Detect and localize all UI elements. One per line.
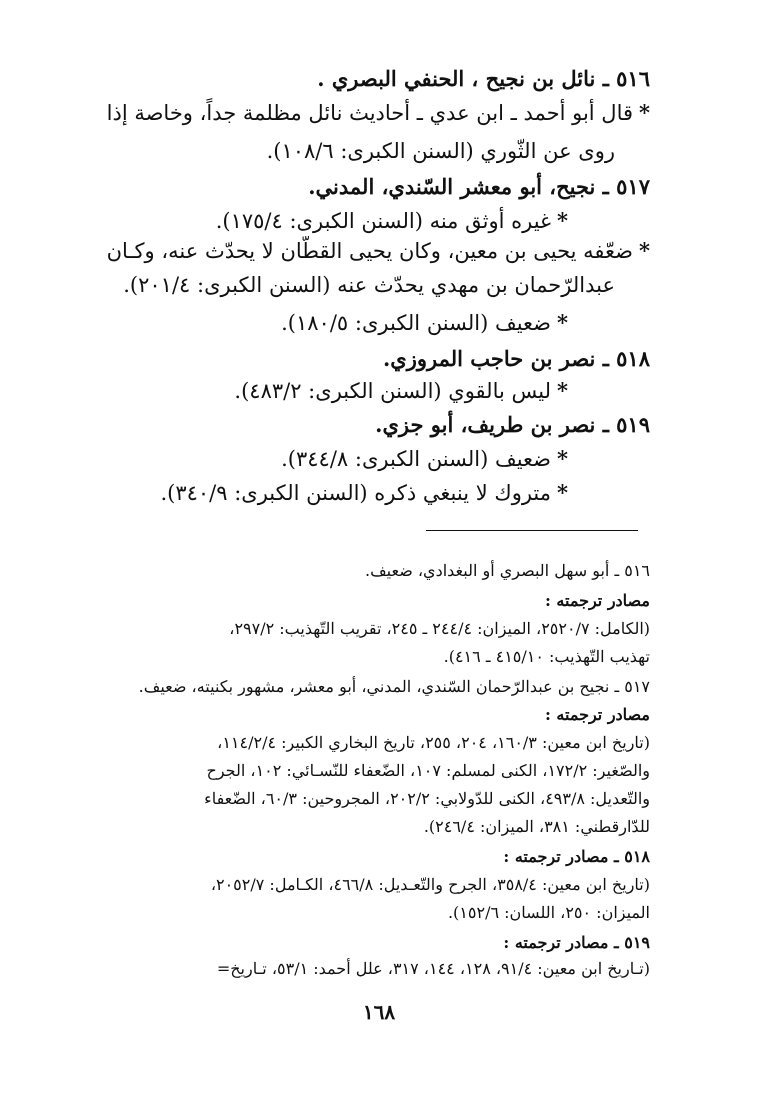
text-line: *ليس بالقوي (السنن الكبرى: ٤٨٣/٢). [234, 378, 568, 403]
bullet-star-icon: * [557, 310, 568, 335]
entry-heading-519: ٥١٩ ـ نصر بن طريف، أبو جزي. [375, 412, 650, 437]
footnote-heading-519: ٥١٩ ـ مصادر ترجمته : [503, 933, 650, 952]
footnote-divider [426, 530, 638, 531]
footnote-line: (تاريخ ابن معين: ٣٥٨/٤، الجرح والتّعـديل: ٤٦٦/٨، الكـامل: ٢٠٥٢/٧، [210, 875, 650, 894]
text-line: *ضعّفه يحيى بن معين، وكان يحيى القطّان لا يحدّث عنه، وكـان [106, 238, 650, 263]
footnote-line: (الكامل: ٢٥٢٠/٧، الميزان: ٢٤٤/٤ ـ ٢٤٥، تقريب التّهذيب: ٢٩٧/٢، [229, 619, 650, 638]
text-line: *متروك لا ينبغي ذكره (السنن الكبرى: ٣٤٠/٩). [160, 480, 568, 505]
footnote-line: والصّغير: ١٧٢/٢، الكنى لمسلم: ١٠٧، الضّعفاء للنّسـائي: ١٠٢، الجرح [206, 761, 650, 780]
text-line: *ضعيف (السنن الكبرى: ٣٤٤/٨). [281, 446, 568, 471]
bullet-star-icon: * [639, 100, 650, 125]
text-line: *غيره أوثق منه (السنن الكبرى: ١٧٥/٤). [215, 208, 568, 233]
footnote-sources-label: مصادر ترجمته : [544, 705, 650, 724]
entry-heading-517: ٥١٧ ـ نجيح، أبو معشر السّندي، المدني. [308, 174, 650, 199]
text-line: *قال أبو أحمد ـ ابن عدي ـ أحاديث نائل مظلمة جداً، وخاصة إذا [106, 100, 650, 125]
footnote-heading-516: ٥١٦ ـ أبو سهل البصري أو البغدادي، ضعيف. [365, 561, 650, 580]
footnote-line: (تاريخ ابن معين: ١٦٠/٣، ٢٠٤، ٢٥٥، تاريخ البخاري الكبير: ١١٤/٢/٤، [217, 733, 650, 752]
footnote-heading-517: ٥١٧ ـ نجيح بن عبدالرّحمان السّندي، المدني، أبو معشر، مشهور بكنيته، ضعيف. [138, 677, 650, 696]
bullet-star-icon: * [557, 480, 568, 505]
entry-heading-516: ٥١٦ ـ نائل بن نجيح ، الحنفي البصري . [317, 66, 650, 91]
bullet-star-icon: * [639, 238, 650, 263]
page-number: ١٦٨ [362, 1000, 396, 1024]
footnote-line: تهذيب التّهذيب: ٤١٥/١٠ ـ ٤١٦). [443, 647, 650, 666]
footnote-line: للدّارقطني: ٣٨١، الميزان: ٢٤٦/٤). [423, 817, 650, 836]
text-line: روى عن الثّوري (السنن الكبرى: ١٠٨/٦). [266, 139, 615, 163]
bullet-star-icon: * [557, 378, 568, 403]
footnote-line: (تـاريخ ابن معين: ٩١/٤، ١٢٨، ١٤٤، ٣١٧، علل أحمد: ٥٣/١، تـاريخ= [216, 959, 650, 978]
text-line: *ضعيف (السنن الكبرى: ١٨٠/٥). [281, 310, 568, 335]
footnote-line: الميزان: ٢٥٠، اللسان: ١٥٢/٦). [447, 903, 650, 922]
entry-heading-518: ٥١٨ ـ نصر بن حاجب المروزي. [383, 346, 650, 371]
footnote-sources-label: مصادر ترجمته : [544, 591, 650, 610]
text-line: عبدالرّحمان بن مهدي يحدّث عنه (السنن الكبرى: ٢٠١/٤). [123, 273, 615, 297]
bullet-star-icon: * [557, 208, 568, 233]
footnote-heading-518: ٥١٨ ـ مصادر ترجمته : [503, 847, 650, 866]
footnote-line: والتّعديل: ٤٩٣/٨، الكنى للدّولابي: ٢٠٢/٢، المجروحين: ٦٠/٣، الضّعفاء [204, 789, 650, 808]
bullet-star-icon: * [557, 446, 568, 471]
